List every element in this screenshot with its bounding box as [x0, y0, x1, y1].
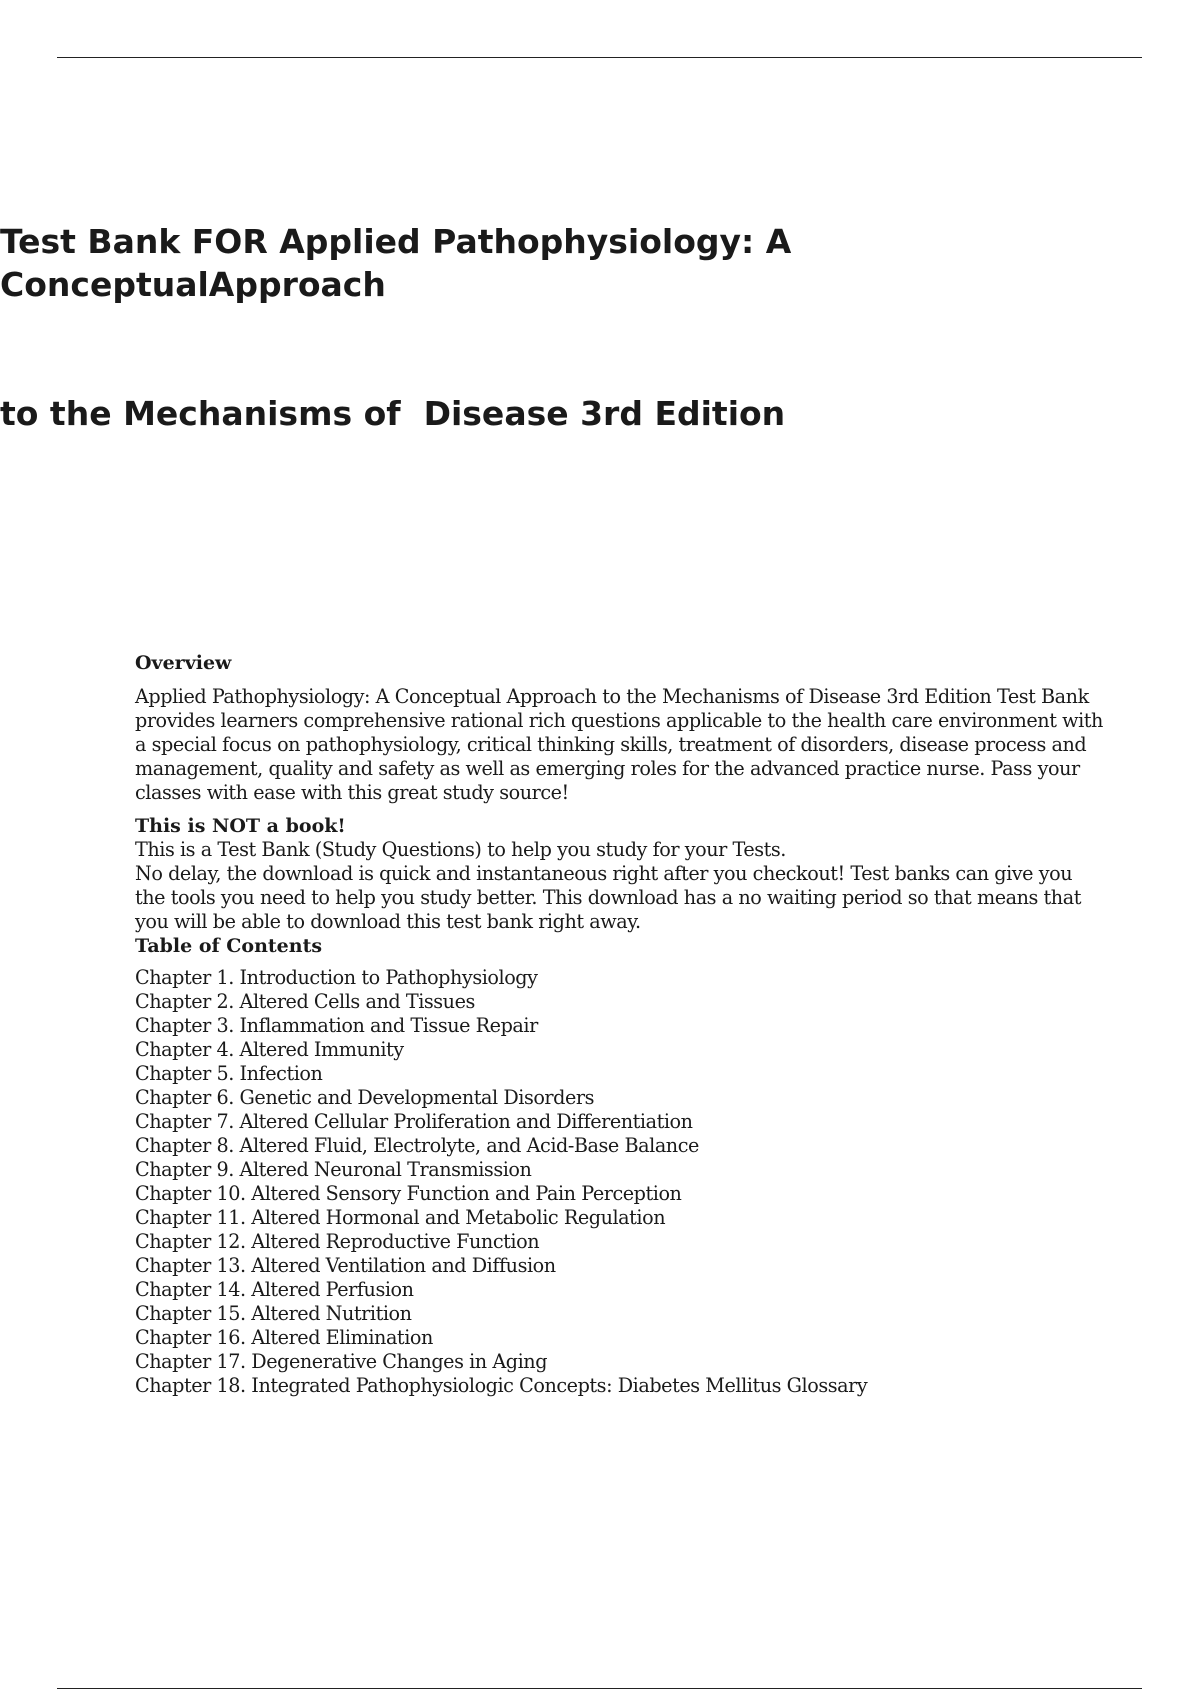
document-body [135, 651, 1115, 1398]
toc-chapter-item: Chapter 18. Integrated Pathophysiologic Concepts: Diabetes Mellitus Glossary [135, 1374, 868, 1397]
overview-paragraph [135, 685, 1115, 805]
toc-chapter-item: Chapter 8. Altered Fluid, Electrolyte, and Acid-Base Balance [135, 1134, 699, 1157]
not-a-book-line: the tools you need to help you study better. This download has a no waiting period so that means that [135, 886, 1081, 909]
toc-chapter-item: Chapter 13. Altered Ventilation and Diffusion [135, 1254, 556, 1277]
not-a-book-heading: This is NOT a book! [135, 815, 346, 837]
overview-line: Applied Pathophysiology: A Conceptual Approach to the Mechanisms of Disease 3rd Edition Test Bank [135, 685, 1089, 708]
toc-chapter-item: Chapter 3. Inflammation and Tissue Repair [135, 1014, 538, 1037]
toc-chapter-item: Chapter 7. Altered Cellular Proliferation and Differentiation [135, 1110, 693, 1133]
table-of-contents-heading: Table of Contents [135, 935, 323, 957]
overview-line: classes with ease with this great study source! [135, 781, 569, 804]
toc-chapter-item: Chapter 4. Altered Immunity [135, 1038, 404, 1061]
overview-line: a special focus on pathophysiology, critical thinking skills, treatment of disorders, disease process and [135, 733, 1087, 756]
toc-chapter-item: Chapter 6. Genetic and Developmental Disorders [135, 1086, 595, 1109]
toc-chapter-item: Chapter 10. Altered Sensory Function and Pain Perception [135, 1182, 682, 1205]
top-divider [57, 57, 1142, 58]
not-a-book-line: This is a Test Bank (Study Questions) to help you study for your Tests. [135, 838, 786, 861]
overview-line: provides learners comprehensive rational rich questions applicable to the health care environment with [135, 709, 1103, 732]
table-of-contents-list [135, 966, 1115, 1398]
document-title [0, 134, 1150, 478]
document-title-line-2: to the Mechanisms of Disease 3rd Edition [0, 394, 786, 433]
toc-chapter-item: Chapter 14. Altered Perfusion [135, 1278, 414, 1301]
toc-chapter-item: Chapter 2. Altered Cells and Tissues [135, 990, 475, 1013]
toc-chapter-item: Chapter 17. Degenerative Changes in Aging [135, 1350, 548, 1373]
toc-chapter-item: Chapter 9. Altered Neuronal Transmission [135, 1158, 532, 1181]
not-a-book-line: No delay, the download is quick and instantaneous right after you checkout! Test banks can give you [135, 862, 1073, 885]
not-a-book-line: you will be able to download this test bank right away. [135, 910, 641, 933]
document-title-line-1: Test Bank FOR Applied Pathophysiology: A ConceptualApproach [0, 222, 803, 304]
overview-heading: Overview [135, 652, 232, 674]
toc-chapter-item: Chapter 12. Altered Reproductive Function [135, 1230, 540, 1253]
toc-chapter-item: Chapter 1. Introduction to Pathophysiology [135, 966, 538, 989]
toc-chapter-item: Chapter 15. Altered Nutrition [135, 1302, 412, 1325]
bottom-divider [57, 1688, 1142, 1689]
toc-chapter-item: Chapter 16. Altered Elimination [135, 1326, 433, 1349]
overview-line: management, quality and safety as well as emerging roles for the advanced practice nurse. Pass your [135, 757, 1080, 780]
not-a-book-paragraph [135, 838, 1115, 934]
toc-chapter-item: Chapter 5. Infection [135, 1062, 323, 1085]
toc-chapter-item: Chapter 11. Altered Hormonal and Metabolic Regulation [135, 1206, 666, 1229]
